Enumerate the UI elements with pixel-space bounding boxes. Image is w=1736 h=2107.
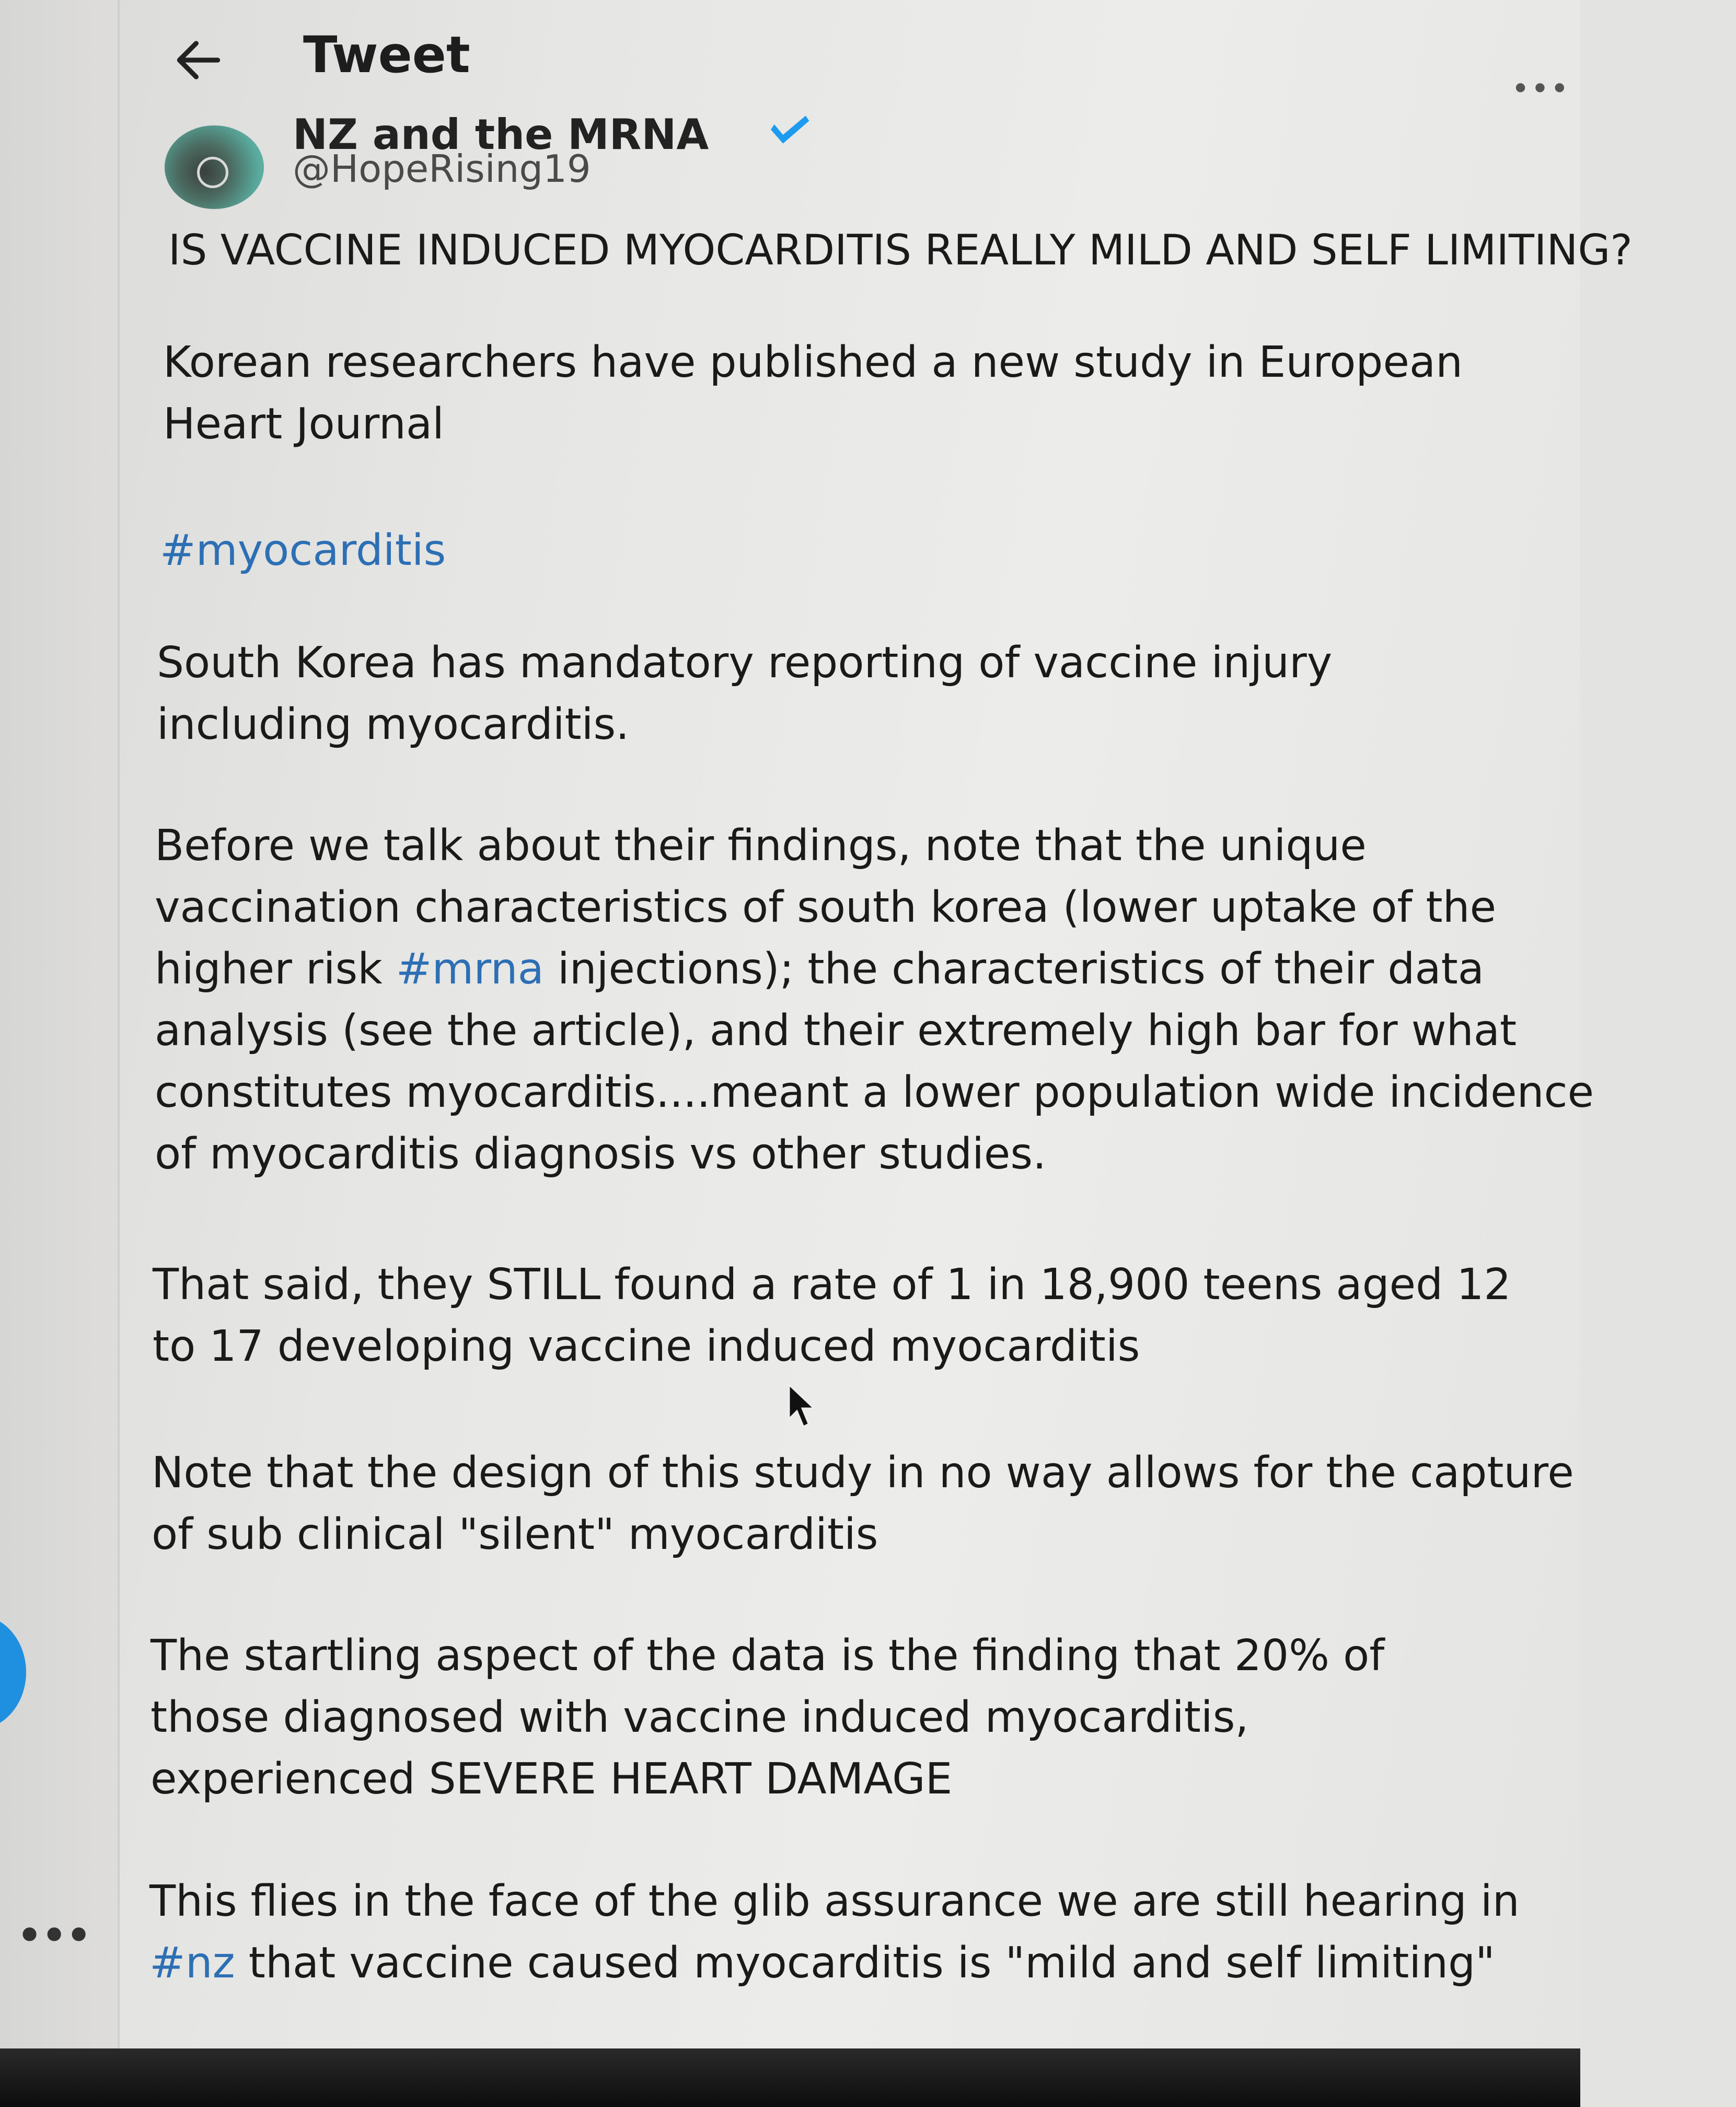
compose-tweet-button[interactable] — [0, 1615, 26, 1730]
tweet-text-span: Before we talk about their findings, note that the unique vaccination characteristics of south korea (lower uptake of the higher risk — [155, 821, 1510, 994]
tweet-text-span: injections); the characteristics of their data analysis (see the article), and their extremely high bar for what constitutes myocarditis....meant a lower population wide incidence of myocarditis diagnosis vs other studies. — [155, 944, 1608, 1179]
author-display-name-text: NZ and the MRNA — [293, 110, 709, 159]
avatar[interactable] — [165, 125, 264, 209]
tweet-paragraph-assurance — [149, 1871, 1613, 1994]
tweet-text — [149, 209, 1633, 1996]
tweet-text-span: This flies in the face of the glib assurance we are still hearing in — [149, 1877, 1533, 1926]
hashtag-link-myocarditis[interactable]: #myocarditis — [160, 526, 446, 575]
hashtag-link-nz[interactable]: #nz — [149, 1938, 235, 1988]
tweet-text-span: that vaccine caused myocarditis is "mild and self limiting" — [235, 1938, 1495, 1988]
tweet-headline: IS VACCINE INDUCED MYOCARDITIS REALLY MILD AND SELF LIMITING? — [168, 226, 1633, 274]
page-header — [118, 0, 1580, 107]
tweet-paragraph-reporting: South Korea has mandatory reporting of vaccine injury including myocarditis. — [157, 638, 1346, 749]
avatar-image — [197, 157, 228, 188]
tweet-paragraph-design: Note that the design of this study in no way allows for the capture of sub clinical "silent" myocarditis — [152, 1448, 1588, 1559]
page-title: Tweet — [303, 26, 470, 84]
left-navigation-rail — [0, 0, 120, 2048]
hashtag-link-mrna[interactable]: #mrna — [396, 944, 544, 994]
tweet-paragraph-severe: The startling aspect of the data is the finding that 20% of those diagnosed with vaccine induced myocarditis, experienced SEVERE HEART DAMAGE — [151, 1631, 1398, 1804]
tweet-paragraph-characteristics — [155, 815, 1608, 1185]
verified-badge-icon — [771, 114, 813, 145]
author-display-name[interactable] — [293, 110, 709, 159]
author-handle[interactable]: @HopeRising19 — [293, 147, 591, 191]
tweet-paragraph-rate: That said, they STILL found a rate of 1 in 18,900 teens aged 12 to 17 developing vaccine induced myocarditis — [153, 1260, 1525, 1371]
monitor-bezel — [0, 2048, 1580, 2107]
more-menu-button[interactable]: ••• — [16, 1908, 90, 1963]
tweet-author — [165, 110, 896, 209]
mouse-pointer-icon — [786, 1382, 818, 1429]
tweet-paragraph-study: Korean researchers have published a new study in European Heart Journal — [163, 338, 1477, 449]
tweet-more-options-button[interactable]: ••• — [1511, 71, 1570, 107]
arrow-left-icon[interactable] — [170, 31, 227, 89]
